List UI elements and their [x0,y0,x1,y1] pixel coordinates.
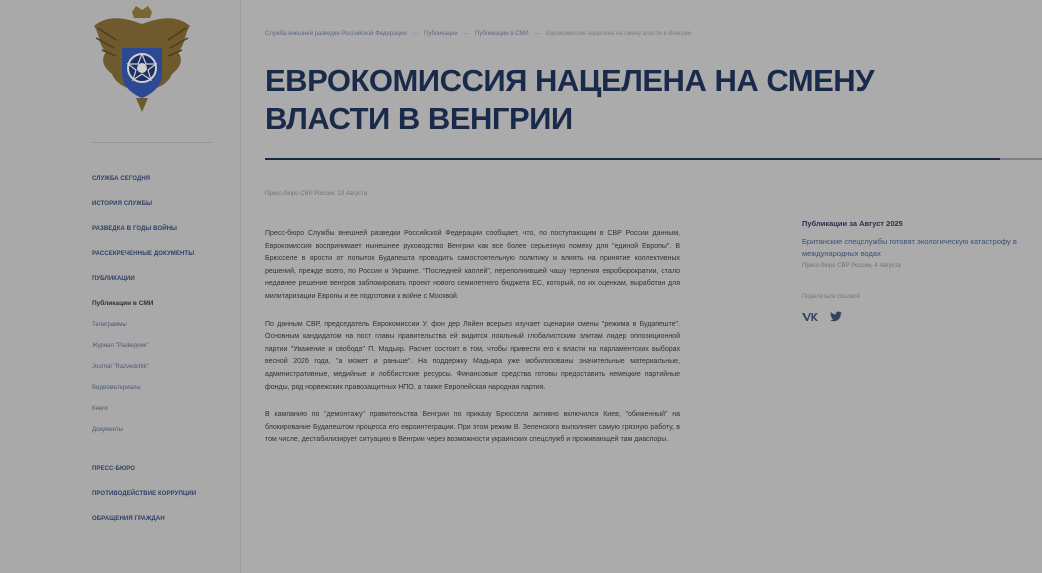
related-title: Публикации за Август 2025 [802,219,903,228]
related-meta: Пресс-бюро СВР России, 4 Августа [802,263,901,269]
breadcrumb-separator: — [463,31,470,37]
nav-item-anti-corruption[interactable]: ПРОТИВОДЕЙСТВИЕ КОРРУПЦИИ [92,491,197,497]
vk-icon[interactable] [802,309,818,327]
related-publications [802,219,1032,327]
share-buttons [802,309,1032,327]
nav-item-publications[interactable]: ПУБЛИКАЦИИ [92,276,135,282]
twitter-icon[interactable] [830,309,842,327]
nav-subitem-videos[interactable]: Видеоматериалы [92,385,141,391]
nav-subitem-journal-ru[interactable]: Журнал "Разведчик" [92,343,149,349]
article-paragraph: В кампанию по "демонтажу" правительства Венгрии по приказу Брюсселя активно включился Киев, "обиженный" на блокирование Будапештом процесса его евроинтеграции. При этом режим В. Зеленского выполняет самую грязную работу, в том числе, дестабилизирует ситуацию в Венгрии через возможности украинских спецслужб и проживающей там диаспоры. [265,411,680,444]
crown-shape [132,6,152,18]
share-label: Поделиться ссылкой [802,294,860,300]
nav-item-service-today[interactable]: СЛУЖБА СЕГОДНЯ [92,176,151,182]
nav-item-declassified[interactable]: РАССЕКРЕЧЕННЫЕ ДОКУМЕНТЫ [92,251,195,257]
title-underline [265,158,1000,160]
sidebar-nav [92,175,232,540]
nav-item-media-publications[interactable]: Публикации в СМИ [92,300,154,307]
nav-item-press-bureau[interactable]: ПРЕСС-БЮРО [92,466,136,472]
breadcrumb-current: Еврокомиссия нацелена на смену власти в Венгрии [546,31,692,37]
nav-item-war-intelligence[interactable]: РАЗВЕДКА В ГОДЫ ВОЙНЫ [92,226,178,232]
article-body [265,228,680,462]
breadcrumb [265,31,695,37]
breadcrumb-home[interactable]: Служба внешней разведки Российской Федерации [265,31,407,37]
vertical-divider [240,0,241,573]
related-link[interactable]: Британские спецслужбы готовят экологическую катастрофу в международных водах [802,237,1017,258]
nav-item-history[interactable]: ИСТОРИЯ СЛУЖБЫ [92,201,153,207]
article-source: Пресс-бюро СВР России, 13 Августа [265,191,368,197]
emblem-icon[interactable] [86,4,198,116]
nav-subitem-telegrams[interactable]: Телеграммы [92,322,127,328]
tail-shape [136,98,148,112]
breadcrumb-separator: — [534,31,541,37]
breadcrumb-publications[interactable]: Публикации [424,31,458,37]
article-paragraph: По данным СВР, председатель Еврокомиссии У. фон дер Ляйен всерьез изучает сценарии смены "режима в Будапеште". Основным кандидатом на пост главы правительства ей видится лояльный глобалистским элитам лидер оппозиционной партии "Уважение и свобода" П. Мадьяр. Расчет состоит в том, чтобы привести его к власти на парламентских выборах весной 2026 года, "а может и раньше". На поддержку Мадьяра уже мобилизованы значительные материальные, административные, медийные и лоббистские ресурсы. Финансовые средства готовы предоставить немецкие партийные фонды, ряд норвежских правозащитных НПО, а также Европейская народная партия. [265,320,680,391]
breadcrumb-separator: — [412,31,419,37]
page-title: ЕВРОКОМИССИЯ НАЦЕЛЕНА НА СМЕНУ ВЛАСТИ В ВЕНГРИИ [265,63,874,136]
nav-spacer [92,447,232,465]
nav-subitem-journal-en[interactable]: Journal "Razvedchik" [92,364,149,370]
nav-subitem-books[interactable]: Книги [92,406,108,412]
article-paragraph: Пресс-бюро Службы внешней разведки Российской Федерации сообщает, что, по поступающим в СВР России данным, Еврокомиссия воспринимает нынешнее руководство Венгрии как все более серьезную помеху для "единой Европы". В Брюсселе в ярости от попыток Будапешта проводить самостоятельную политику и влиять на принятие коллективных решений, прежде всего, по России и Украине. "Последней каплей", переполнившей чашу терпения евробюрократии, стало недавнее решение венгров заблокировать проект нового семилетнего бюджета ЕС, который, по их оценкам, выработан для милитаризации Европы и ее подготовки к войне с Москвой. [265,230,680,300]
nav-subitem-documents[interactable]: Документы [92,427,123,433]
nav-item-citizen-appeals[interactable]: ОБРАЩЕНИЯ ГРАЖДАН [92,516,165,522]
shield-shape [122,48,162,98]
breadcrumb-media[interactable]: Публикации в СМИ [475,31,529,37]
sidebar-divider [92,142,212,143]
title-underline-end [1000,158,1042,160]
